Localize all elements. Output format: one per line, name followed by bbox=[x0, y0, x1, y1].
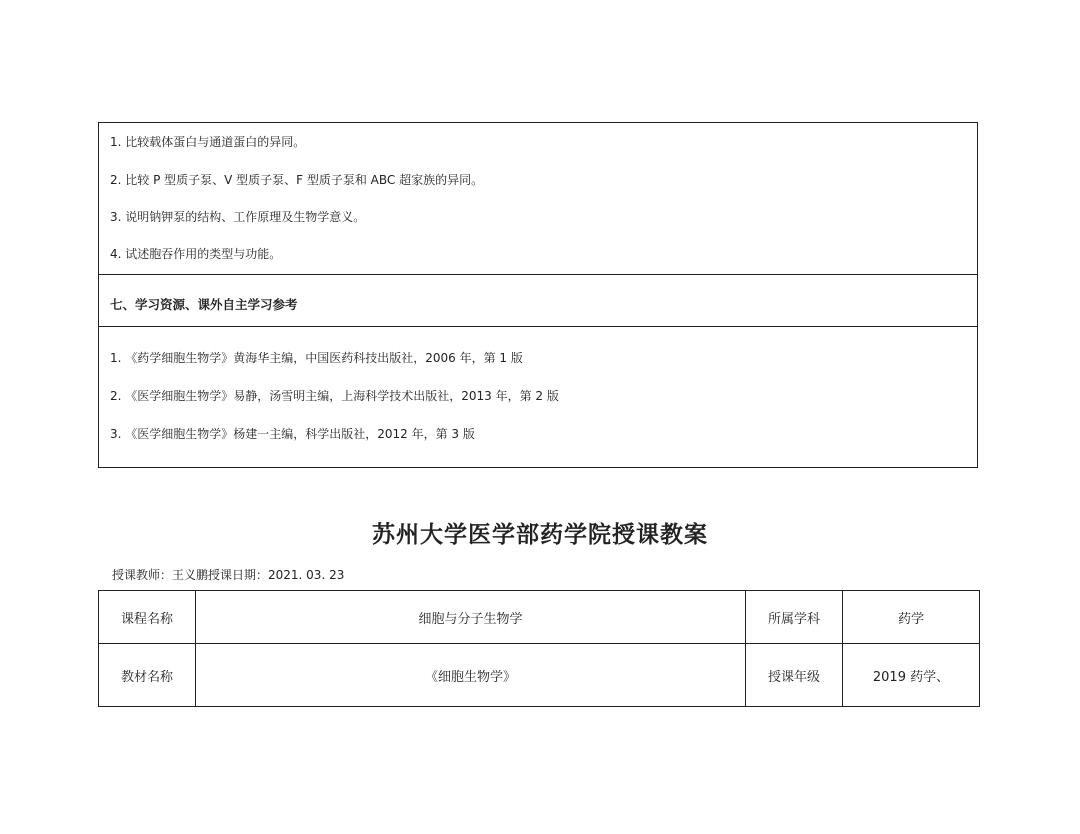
grade-label: 授课年级 bbox=[746, 644, 843, 707]
grade-value: 2019 药学、 bbox=[843, 644, 980, 707]
reference-item: 2. 《医学细胞生物学》易静，汤雪明主编，上海科学技术出版社，2013 年，第 2 版 bbox=[110, 389, 559, 403]
question-item: 4. 试述胞吞作用的类型与功能。 bbox=[110, 247, 282, 261]
section-heading: 七、学习资源、课外自主学习参考 bbox=[110, 297, 298, 312]
resources-heading-section bbox=[99, 275, 977, 327]
subject-value: 药学 bbox=[843, 591, 980, 644]
reference-item: 3. 《医学细胞生物学》杨建一主编，科学出版社，2012 年，第 3 版 bbox=[110, 427, 475, 441]
question-item: 3. 说明钠钾泵的结构、工作原理及生物学意义。 bbox=[110, 210, 366, 224]
question-item: 1. 比较载体蛋白与通道蛋白的异同。 bbox=[110, 135, 306, 149]
teacher-date-line: 授课教师：王义鹏授课日期：2021. 03. 23 bbox=[112, 568, 345, 582]
subject-label: 所属学科 bbox=[746, 591, 843, 644]
course-info-table bbox=[98, 590, 980, 707]
textbook-value: 《细胞生物学》 bbox=[196, 644, 746, 707]
reference-box bbox=[98, 122, 978, 468]
document-title: 苏州大学医学部药学院授课教案 bbox=[372, 521, 708, 548]
course-name-value: 细胞与分子生物学 bbox=[196, 591, 746, 644]
textbook-label: 教材名称 bbox=[99, 644, 196, 707]
references-section bbox=[99, 327, 977, 467]
table-row bbox=[99, 591, 980, 644]
table-row bbox=[99, 644, 980, 707]
course-name-label: 课程名称 bbox=[99, 591, 196, 644]
review-questions-section bbox=[99, 123, 977, 275]
question-item: 2. 比较 P 型质子泵、V 型质子泵、F 型质子泵和 ABC 超家族的异同。 bbox=[110, 173, 484, 187]
reference-item: 1. 《药学细胞生物学》黄海华主编，中国医药科技出版社，2006 年，第 1 版 bbox=[110, 351, 523, 365]
